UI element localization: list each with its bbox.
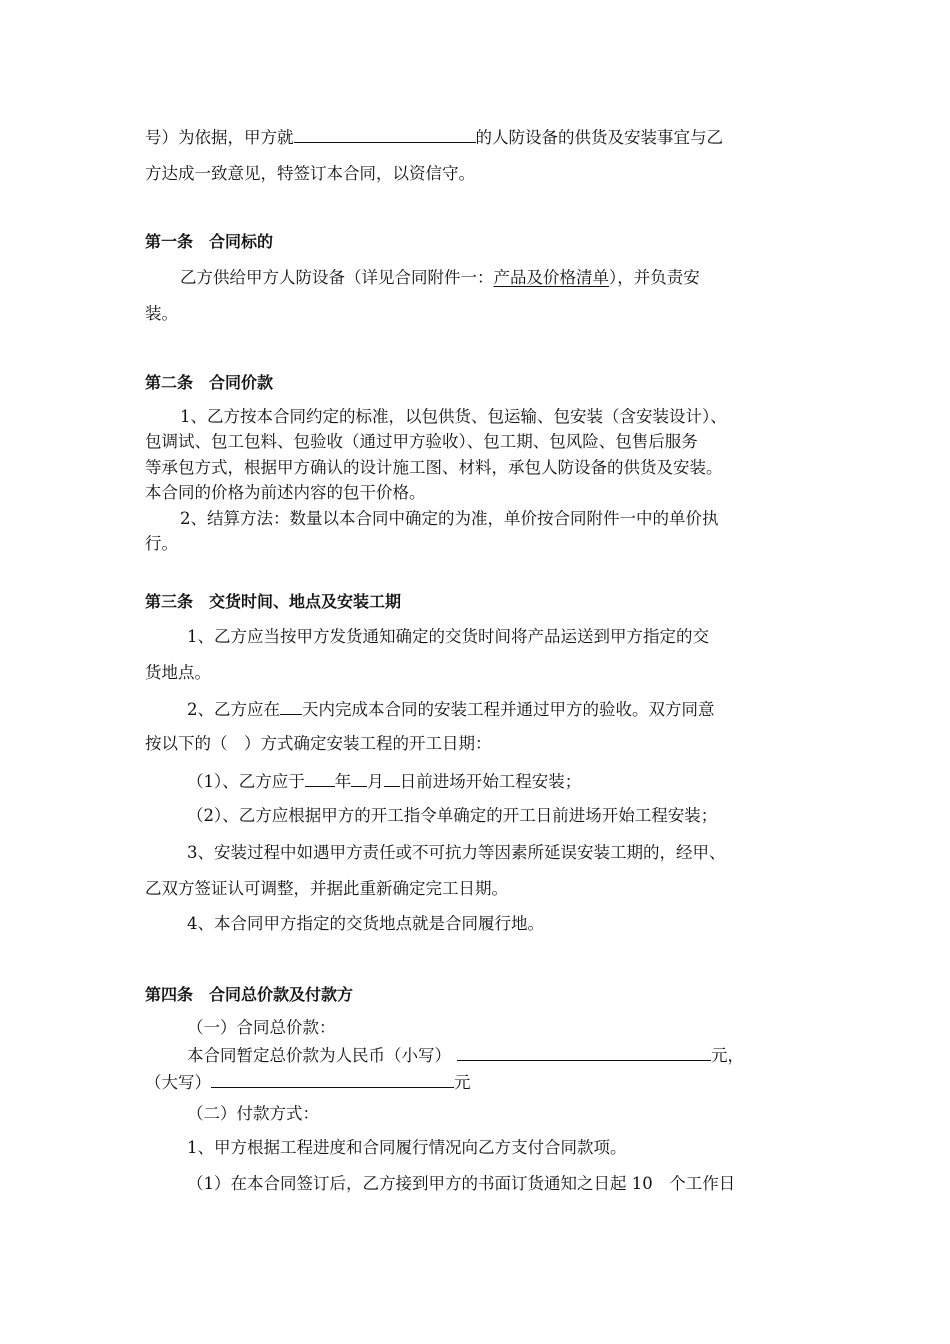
article-1-title: 第一条 合同标的 bbox=[145, 232, 274, 251]
yuan-label-2: 元 bbox=[454, 1073, 471, 1092]
year-blank bbox=[305, 772, 335, 787]
article-1-line-2: 装。 bbox=[145, 304, 178, 323]
intro-text-b: 的人防设备的供货及安装事宜与乙 bbox=[475, 128, 723, 147]
article-2-line-3: 等承包方式，根据甲方确认的设计施工图、材料，承包人防设备的供货及安装。 bbox=[145, 458, 723, 477]
intro-line-1 bbox=[145, 128, 723, 147]
article-2-line-4: 本合同的价格为前述内容的包干价格。 bbox=[145, 483, 426, 502]
start-date-text-end: 日前进场开始工程安装； bbox=[399, 772, 582, 791]
article-2-line-1: 1、乙方按本合同约定的标准，以包供货、包运输、包安装（含安装设计）、 bbox=[180, 407, 727, 426]
article-4-line-4: （1）在本合同签订后，乙方接到甲方的书面订货通知之日起 10 个工作日 bbox=[187, 1174, 736, 1193]
article-4-title: 第四条 合同总价款及付款方 bbox=[145, 985, 354, 1004]
article-4-line-3: 1、甲方根据工程进度和合同履行情况向乙方支付合同款项。 bbox=[187, 1138, 627, 1157]
article-1-text-b: ），并负责安 bbox=[609, 268, 700, 287]
article-4-line-2 bbox=[145, 1073, 471, 1092]
article-3-line-9: 4、本合同甲方指定的交货地点就是合同履行地。 bbox=[187, 914, 544, 933]
price-list-reference: 产品及价格清单 bbox=[493, 268, 609, 287]
uppercase-label: （大写） bbox=[145, 1073, 211, 1092]
year-label: 年 bbox=[334, 772, 352, 791]
project-name-blank bbox=[294, 128, 476, 143]
article-2-line-5: 2、结算方法：数量以本合同中确定的为准，单价按合同附件一中的单价执 bbox=[180, 509, 719, 528]
intro-line-2: 方达成一致意见，特签订本合同，以资信守。 bbox=[145, 164, 475, 183]
article-3-line-2: 货地点。 bbox=[145, 663, 211, 682]
amount-lowercase-blank bbox=[457, 1046, 711, 1061]
article-1-line-1 bbox=[180, 270, 700, 287]
article-3-line-1: 1、乙方应当按甲方发货通知确定的交货时间将产品运送到甲方指定的交 bbox=[187, 627, 709, 646]
start-date-text: （1）、乙方应于 bbox=[187, 772, 305, 791]
article-3-line-7: 3、安装过程中如遇甲方责任或不可抗力等因素所延误安装工期的，经甲、 bbox=[187, 843, 726, 862]
article-3-line-8: 乙双方签证认可调整，并据此重新确定完工日期。 bbox=[145, 879, 508, 898]
article-3-title: 第三条 交货时间、地点及安装工期 bbox=[145, 592, 402, 611]
total-price-text: 本合同暂定总价款为人民币（小写） bbox=[187, 1046, 451, 1065]
month-blank bbox=[351, 772, 367, 787]
article-3-line-5 bbox=[187, 772, 581, 791]
article-3-line-3 bbox=[187, 700, 715, 719]
intro-text-a: 号）为依据，甲方就 bbox=[145, 128, 294, 147]
article-4-subheading-2: （二）付款方式： bbox=[187, 1104, 319, 1123]
article-3-line-6: （2）、乙方应根据甲方的开工指令单确定的开工日前进场开始工程安装； bbox=[187, 806, 718, 825]
amount-uppercase-blank bbox=[211, 1073, 454, 1088]
day-blank bbox=[384, 772, 400, 787]
article-3-text-a: 2、乙方应在 bbox=[187, 700, 280, 719]
article-3-line-4: 按以下的（ ）方式确定安装工程的开工日期： bbox=[145, 734, 492, 753]
article-4-line-1 bbox=[187, 1046, 744, 1065]
yuan-label-1: 元， bbox=[711, 1046, 744, 1065]
article-4-subheading-1: （一）合同总价款： bbox=[187, 1018, 336, 1037]
days-blank bbox=[280, 700, 302, 715]
article-2-title: 第二条 合同价款 bbox=[145, 373, 274, 392]
article-1-text-a: 乙方供给甲方人防设备（详见合同附件一： bbox=[180, 268, 494, 287]
article-2-line-6: 行。 bbox=[145, 534, 178, 553]
article-2-line-2: 包调试、包工包料、包验收（通过甲方验收）、包工期、包风险、包售后服务 bbox=[145, 432, 698, 451]
month-label: 月 bbox=[367, 772, 384, 791]
article-3-text-b: 天内完成本合同的安装工程并通过甲方的验收。双方同意 bbox=[302, 700, 715, 719]
